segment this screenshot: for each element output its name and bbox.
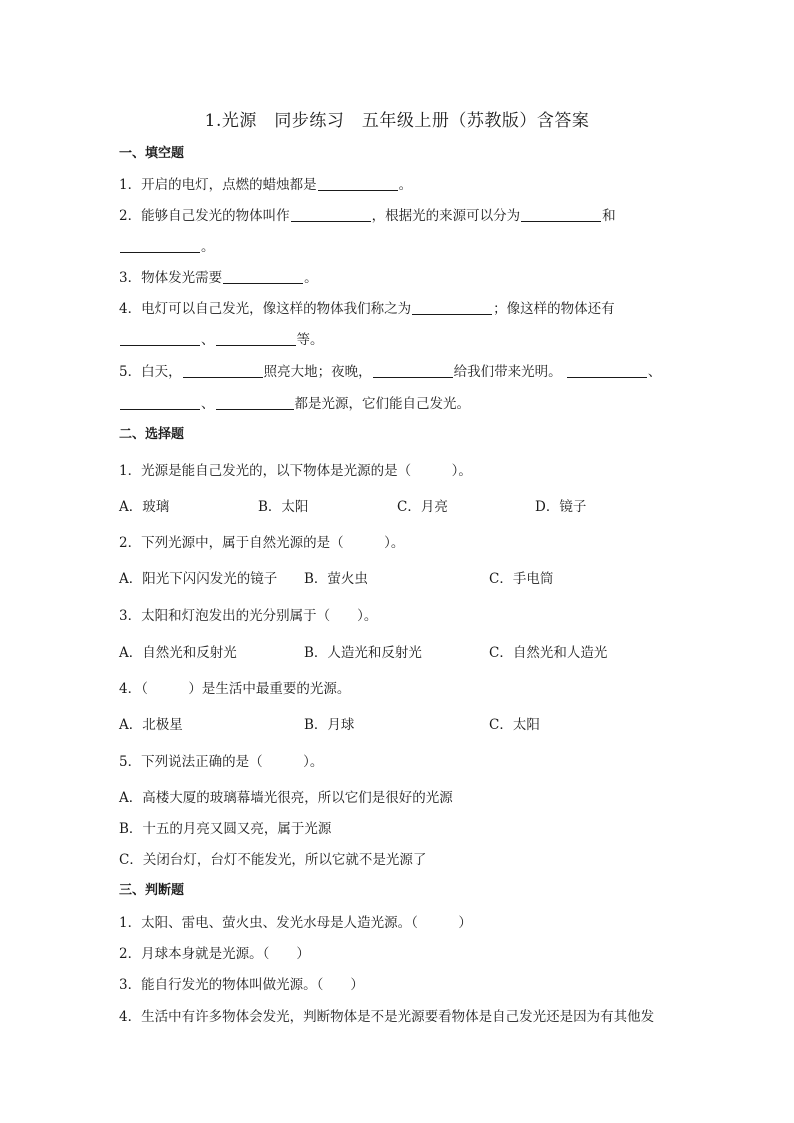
option-b[interactable]: B．太阳	[258, 499, 309, 515]
fill-q5-sep: 、	[647, 364, 662, 380]
option-c[interactable]: C．手电筒	[489, 571, 554, 587]
page-title: 1.光源 同步练习 五年级上册（苏教版）含答案	[204, 111, 590, 131]
option-b[interactable]: B．萤火虫	[304, 571, 368, 587]
section-heading-choice: 二、选择题	[119, 427, 185, 442]
option-a[interactable]: A．高楼大厦的玻璃幕墙光很亮，所以它们是很好的光源	[119, 790, 453, 806]
choice-question-5: 5．下列说法正确的是（ ）。	[119, 754, 324, 770]
fill-question-4-cont	[119, 330, 324, 350]
fill-q5-text: 5．白天，	[119, 364, 182, 380]
answer-blank[interactable]	[412, 300, 492, 315]
answer-blank[interactable]	[120, 238, 200, 253]
answer-blank[interactable]	[120, 331, 200, 346]
choice-question-3: 3．太阳和灯泡发出的光分别属于（ ）。	[119, 608, 378, 624]
fill-q2-text-2: ，根据光的来源可以分为	[371, 208, 521, 224]
judge-question-1: 1．太阳、雷电、萤火虫、发光水母是人造光源。（ ）	[119, 915, 472, 931]
section-heading-fill: 一、填空题	[119, 146, 185, 161]
fill-question-2-cont	[119, 237, 215, 257]
fill-question-5	[119, 362, 661, 382]
fill-q4-text: 4．电灯可以自己发光，像这样的物体我们称之为	[119, 301, 412, 317]
answer-blank[interactable]	[120, 395, 200, 410]
fill-question-2	[119, 206, 616, 226]
option-b[interactable]: B．十五的月亮又圆又亮，属于光源	[119, 821, 332, 837]
fill-question-5-cont	[119, 394, 470, 414]
judge-question-3: 3．能自行发光的物体叫做光源。（ ）	[119, 977, 364, 993]
fill-q1-end: 。	[398, 177, 413, 193]
choice-question-1: 1．光源是能自己发光的，以下物体是光源的是（ ）。	[119, 463, 472, 479]
answer-blank[interactable]	[216, 395, 294, 410]
fill-q3-text: 3．物体发光需要	[119, 270, 223, 286]
answer-blank[interactable]	[318, 176, 398, 191]
fill-q4-text-2: ；像这样的物体还有	[493, 301, 615, 317]
answer-blank[interactable]	[291, 207, 371, 222]
option-d[interactable]: D．镜子	[535, 499, 587, 515]
fill-q5-end: 都是光源，它们能自己发光。	[294, 396, 470, 412]
option-c[interactable]: C．自然光和人造光	[489, 645, 608, 661]
option-a[interactable]: A．自然光和反射光	[119, 645, 237, 661]
option-b[interactable]: B．人造光和反射光	[304, 645, 422, 661]
judge-question-2: 2．月球本身就是光源。（ ）	[119, 946, 310, 962]
answer-blank[interactable]	[183, 363, 263, 378]
fill-q5-sep-2: 、	[201, 396, 215, 412]
fill-question-3	[119, 268, 318, 288]
fill-q2-text-3: 和	[602, 208, 616, 224]
option-c[interactable]: C．太阳	[489, 717, 540, 733]
fill-q1-text: 1．开启的电灯，点燃的蜡烛都是	[119, 177, 317, 193]
fill-q3-end: 。	[304, 270, 318, 286]
option-a[interactable]: A．阳光下闪闪发光的镜子	[119, 571, 278, 587]
answer-blank[interactable]	[373, 363, 453, 378]
option-c[interactable]: C．关闭台灯，台灯不能发光，所以它就不是光源了	[119, 852, 427, 868]
answer-blank[interactable]	[567, 363, 647, 378]
fill-q5-text-3: 给我们带来光明。	[453, 364, 562, 380]
fill-q5-text-2: 照亮大地；夜晚，	[263, 364, 372, 380]
option-b[interactable]: B．月球	[304, 717, 355, 733]
option-a[interactable]: A．玻璃	[119, 499, 170, 515]
choice-question-2: 2．下列光源中，属于自然光源的是（ ）。	[119, 535, 405, 551]
answer-blank[interactable]	[223, 269, 303, 284]
answer-blank[interactable]	[216, 331, 296, 346]
fill-q4-sep: 、	[201, 332, 215, 348]
fill-q4-end: 等。	[296, 332, 324, 348]
choice-question-4: 4．（ ）是生活中最重要的光源。	[119, 681, 351, 697]
fill-q2-end: 。	[201, 239, 215, 255]
fill-question-1	[119, 175, 412, 195]
option-a[interactable]: A．北极星	[119, 717, 183, 733]
fill-question-4	[119, 299, 615, 319]
fill-q2-text: 2．能够自己发光的物体叫作	[119, 208, 290, 224]
option-c[interactable]: C．月亮	[397, 499, 448, 515]
answer-blank[interactable]	[521, 207, 601, 222]
judge-question-4: 4．生活中有许多物体会发光，判断物体是不是光源要看物体是自己发光还是因为有其他发	[119, 1009, 655, 1025]
section-heading-judge: 三、判断题	[119, 883, 185, 898]
